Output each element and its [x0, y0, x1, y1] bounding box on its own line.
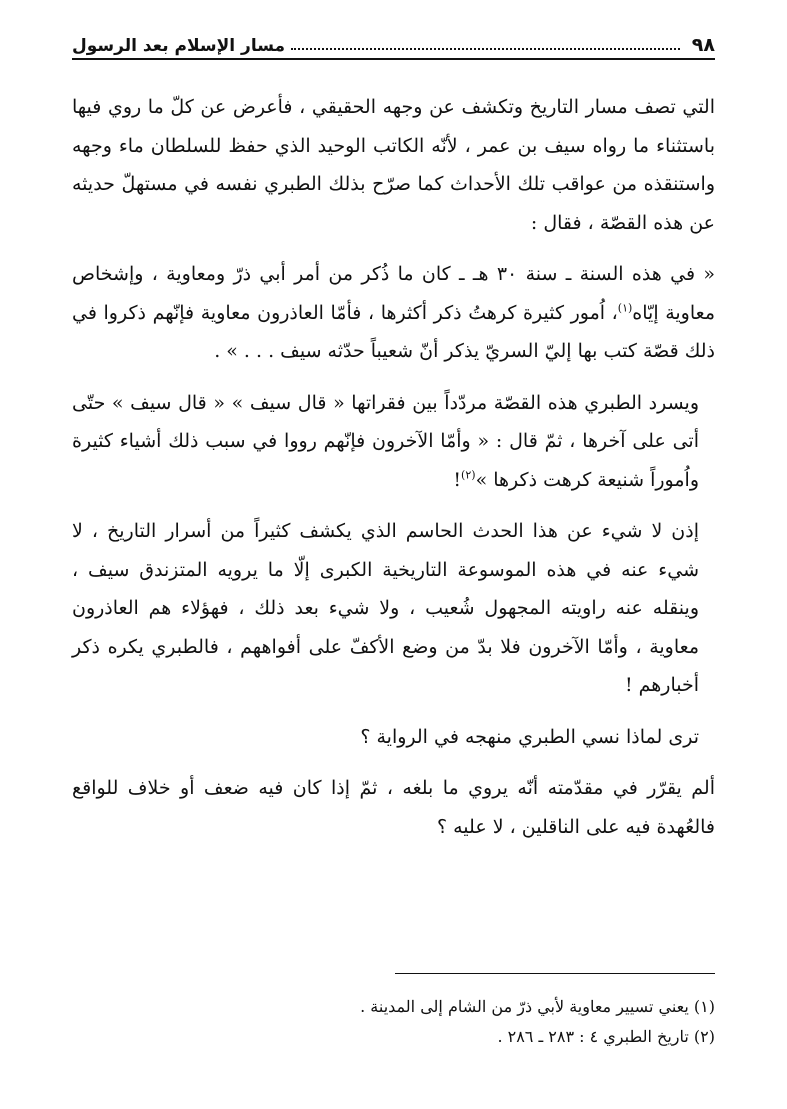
paragraph-5-question: ترى لماذا نسي الطبري منهجه في الرواية ؟: [360, 725, 699, 748]
paragraph-1: التي تصف مسار التاريخ وتكشف عن وجهه الحقيقي ، فأعرض عن كلّ ما روي فيها باستثناء ما رواه سيف بن عمر ، لأنّه الكاتب الوحيد الذي حفظ للسلطان ماء وجهه واستنقذه من عواقب تلك الأحداث كما صرّح بذلك الطبري نفسه في مستهلّ حديثه عن هذه القصّة ، فقال :: [72, 96, 715, 234]
footnote-ref-2[interactable]: (٢): [461, 468, 476, 482]
page-number: ٩٨: [691, 34, 715, 56]
paragraph-3-text: ويسرد الطبري هذه القصّة مردّداً بين فقراتها « قال سيف » « قال سيف » حتّى أتى على آخرها ، ثمّ قال : « وأمّا الآخرون فإنّهم رووا في سبب ذلك أشياء كثيرة واُموراً شنيعة كرهت ذكرها »: [72, 391, 699, 491]
body-text: [72, 88, 715, 859]
header-dot-leader: [291, 48, 680, 50]
paragraph-2-quote: [72, 255, 715, 371]
footnotes: [72, 992, 715, 1052]
paragraph-4: إذن لا شيء عن هذا الحدث الحاسم الذي يكشف كثيراً من أسرار التاريخ ، لا شيء عنه في هذه الموسوعة التاريخية الكبرى إلّا ما يرويه المتزندق سيف ، وينقله عنه راويته المجهول شُعيب ، ولا شيء بعد ذلك ، فهؤلاء هم العاذرون معاوية ، وأمّا الآخرون فلا بدّ من وضع الأكفّ على أفواههم ، فالطبري يكره ذكر أخبارهم !: [72, 520, 699, 696]
running-header: [72, 30, 715, 60]
paragraph-3-end: !: [453, 468, 462, 491]
paragraph-3: [72, 384, 715, 500]
footnote-1: (١) يعني تسيير معاوية لأبي ذرّ من الشام إلى المدينة .: [360, 997, 715, 1016]
book-title: مسار الإسلام بعد الرسول: [72, 36, 286, 56]
footnote-2: (٢) تاريخ الطبري ٤ : ٢٨٣ ـ ٢٨٦ .: [497, 1027, 715, 1046]
paragraph-6: ألم يقرّر في مقدّمته أنّه يروي ما بلغه ، ثمّ إذا كان فيه ضعف أو خلاف للواقع فالعُهدة فيه على الناقلين ، لا عليه ؟: [72, 777, 715, 838]
quote-text-part-2: ، اُمور كثيرة كرهتُ ذكر أكثرها ، فأمّا العاذرون معاوية فإنّهم ذكروا في ذلك قصّة كتب بها إليّ السريّ يذكر أنّ شعيباً حدّثه سيف . . . » .: [72, 301, 715, 362]
footnote-separator: [395, 973, 715, 974]
footnote-ref-1[interactable]: (١): [617, 301, 633, 315]
quote-text-part-1: « في هذه السنة ـ سنة ٣٠ هـ ـ كان ما ذُكر من أمر أبي ذرّ ومعاوية ، وإشخاص معاوية إيّاه: [72, 263, 715, 324]
